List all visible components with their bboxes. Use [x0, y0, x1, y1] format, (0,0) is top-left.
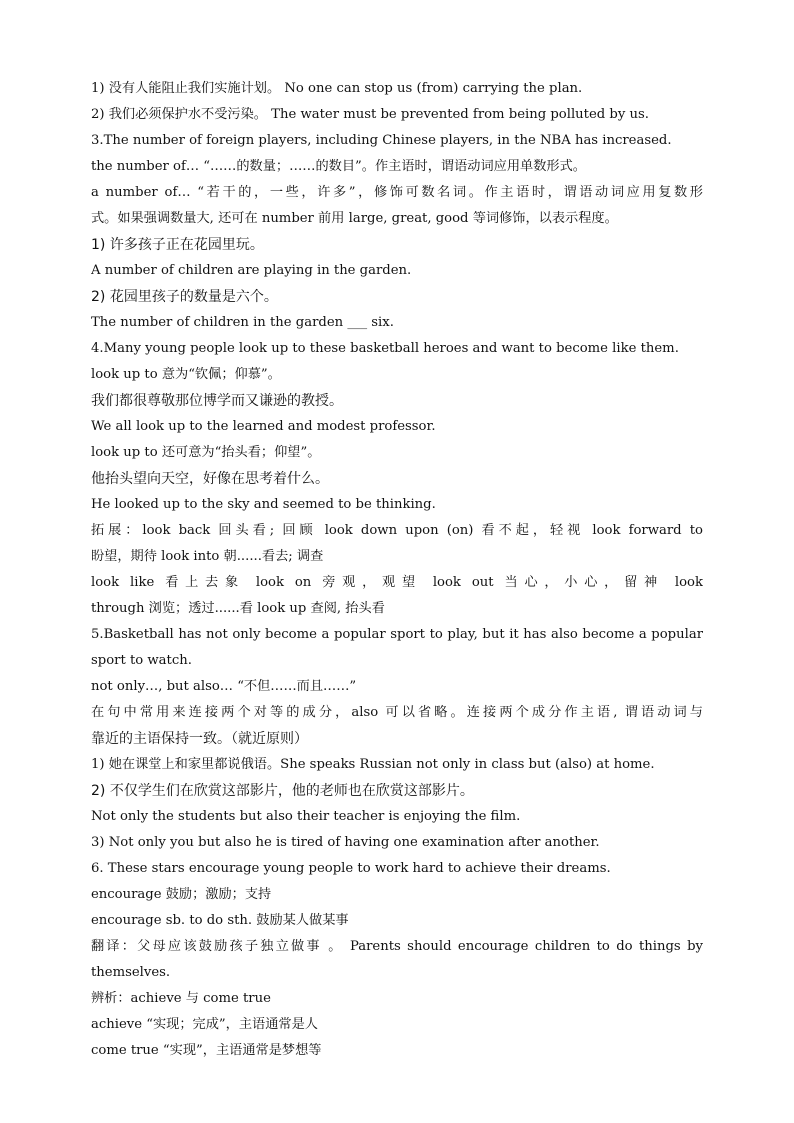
text-line: A number of children are playing in the garden. — [91, 263, 412, 278]
text-line: 辨析：achieve 与 come true — [91, 991, 271, 1006]
text-line: encourage sb. to do sth. 鼓励某人做某事 — [91, 913, 349, 928]
text-line: 4.Many young people look up to these basketball heroes and want to become like them. — [91, 341, 679, 356]
text-line: look up to 还可意为“抬头看；仰望”。 — [91, 445, 321, 460]
text-line: look like 看上去象 look on 旁观，观望 look out 当心，小心，留神 look — [91, 575, 703, 590]
text-line: 靠近的主语保持一致。（就近原则） — [91, 731, 308, 747]
text-line: come true “实现”，主语通常是梦想等 — [91, 1043, 322, 1058]
text-line: 2) 花园里孩子的数量是六个。 — [91, 289, 278, 305]
text-line: The number of children in the garden ___ six. — [91, 315, 394, 330]
text-line: 他抬头望向天空，好像在思考着什么。 — [91, 471, 329, 487]
text-line: 2) 我们必须保护水不受污染。 The water must be prevented from being polluted by us. — [91, 107, 649, 122]
text-line: not only…, but also… “不但……而且……” — [91, 679, 357, 694]
text-line: 3) Not only you but also he is tired of having one examination after another. — [91, 835, 600, 850]
text-line: 在句中常用来连接两个对等的成分，also 可以省略。连接两个成分作主语, 谓语动词与 — [91, 705, 703, 720]
text-line: He looked up to the sky and seemed to be thinking. — [91, 497, 436, 512]
text-line: 2) 不仅学生们在欣赏这部影片，他的老师也在欣赏这部影片。 — [91, 783, 474, 799]
text-line: 1) 她在课堂上和家里都说俄语。She speaks Russian not only in class but (also) at home. — [91, 757, 655, 772]
text-line: 我们都很尊敬那位博学而又谦逊的教授。 — [91, 393, 343, 409]
text-line: 拓展：look back 回头看; 回顾 look down upon (on) 看不起，轻视 look forward to — [91, 523, 703, 538]
text-line: through 浏览；透过......看 look up 查阅, 抬头看 — [91, 601, 385, 616]
text-line: 1) 没有人能阻止我们实施计划。 No one can stop us (from) carrying the plan. — [91, 81, 583, 96]
text-line: Not only the students but also their teacher is enjoying the film. — [91, 809, 521, 824]
text-line: encourage 鼓励；激励；支持 — [91, 887, 272, 902]
document-body — [91, 76, 703, 1064]
text-line: sport to watch. — [91, 653, 192, 668]
text-line: 盼望，期待 look into 朝......看去; 调查 — [91, 549, 324, 564]
text-line: 5.Basketball has not only become a popular sport to play, but it has also become a popular — [91, 627, 703, 642]
text-line: themselves. — [91, 965, 171, 980]
text-line: look up to 意为“钦佩；仰慕”。 — [91, 367, 281, 382]
text-line: 翻译：父母应该鼓励孩子独立做事 。 Parents should encourage children to do things by — [91, 939, 703, 954]
text-line: achieve “实现；完成”，主语通常是人 — [91, 1017, 318, 1032]
text-line: We all look up to the learned and modest professor. — [91, 419, 436, 434]
text-line: a number of… “若干的，一些，许多”，修饰可数名词。作主语时，谓语动词应用复数形 — [91, 185, 703, 200]
text-line: 3.The number of foreign players, including Chinese players, in the NBA has increased. — [91, 133, 672, 148]
text-line: 6. These stars encourage young people to work hard to achieve their dreams. — [91, 861, 611, 876]
text-line: 1) 许多孩子正在花园里玩。 — [91, 237, 264, 253]
text-line: 式。如果强调数量大, 还可在 number 前用 large, great, good 等词修饰，以表示程度。 — [91, 211, 618, 226]
text-line: the number of… “……的数量；……的数目”。作主语时，谓语动词应用单数形式。 — [91, 159, 586, 174]
